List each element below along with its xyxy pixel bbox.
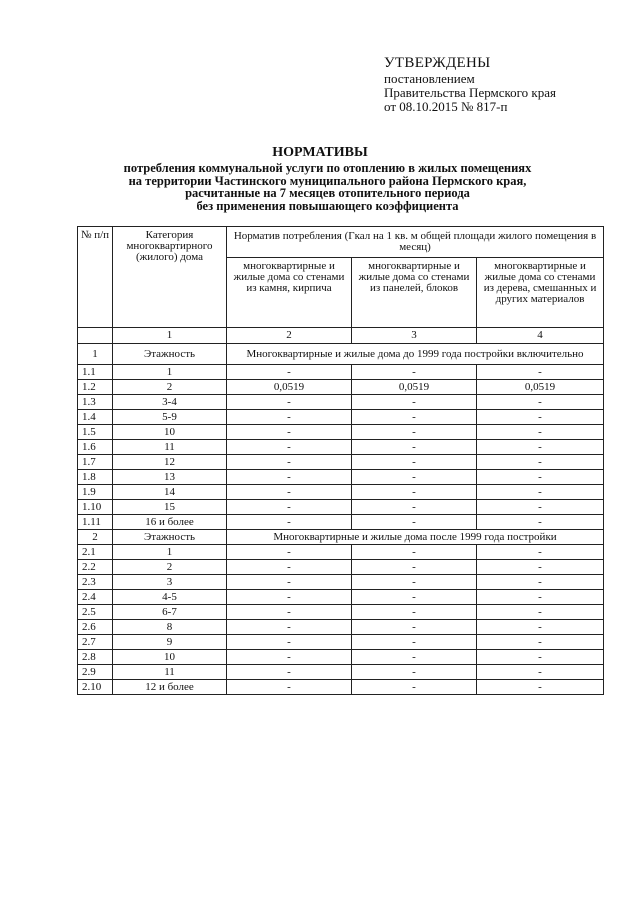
row-category: 2 [113,380,227,395]
row-category: 1 [113,545,227,560]
value-stone-brick: 0,0519 [227,380,352,395]
table-row [78,395,604,410]
section-title: Многоквартирные и жилые дома до 1999 года постройки включительно [227,344,604,365]
value-panel-block: - [352,620,477,635]
row-num: 1.8 [78,470,113,485]
value-wood-mixed: - [477,470,604,485]
value-panel-block: - [352,470,477,485]
row-num: 2.6 [78,620,113,635]
index-cell: 2 [227,328,352,344]
value-stone-brick: - [227,575,352,590]
value-stone-brick: - [227,680,352,695]
table-row [78,635,604,650]
header-stone-brick: многоквартирные и жилые дома со стенами из камня, кирпича [227,258,352,328]
row-category: 2 [113,560,227,575]
table-row [78,380,604,395]
value-wood-mixed: - [477,560,604,575]
row-num: 1.9 [78,485,113,500]
row-num: 1.2 [78,380,113,395]
row-category: 12 [113,455,227,470]
section-num: 2 [78,530,113,545]
table-row [78,485,604,500]
section-category: Этажность [113,344,227,365]
value-stone-brick: - [227,440,352,455]
row-category: 6-7 [113,605,227,620]
row-num: 1.10 [78,500,113,515]
approval-line: Правительства Пермского края [384,85,556,100]
row-category: 9 [113,635,227,650]
value-panel-block: - [352,500,477,515]
table-row [78,620,604,635]
value-wood-mixed: - [477,500,604,515]
row-category: 10 [113,425,227,440]
value-wood-mixed: - [477,545,604,560]
value-stone-brick: - [227,545,352,560]
table-row [78,650,604,665]
row-category: 5-9 [113,410,227,425]
value-panel-block: - [352,545,477,560]
value-panel-block: - [352,665,477,680]
value-stone-brick: - [227,395,352,410]
section-num: 1 [78,344,113,365]
value-panel-block: - [352,575,477,590]
header-category: Категория многоквартирного (жилого) дома [113,227,227,328]
table-row [78,425,604,440]
subtitle-line: без применения повышающего коэффициента [196,198,459,213]
header-norm: Норматив потребления (Гкал на 1 кв. м общей площади жилого помещения в месяц) [227,227,604,258]
value-panel-block: - [352,560,477,575]
section-header-row [78,344,604,365]
row-category: 13 [113,470,227,485]
value-stone-brick: - [227,425,352,440]
value-stone-brick: - [227,665,352,680]
value-wood-mixed: - [477,620,604,635]
header-num: № п/п [78,227,113,328]
value-panel-block: - [352,650,477,665]
value-stone-brick: - [227,620,352,635]
table-row [78,365,604,380]
value-panel-block: - [352,635,477,650]
subtitle-line: потребления коммунальной услуги по отоплению в жилых помещениях [123,161,532,175]
row-num: 1.3 [78,395,113,410]
value-stone-brick: - [227,470,352,485]
row-num: 1.1 [78,365,113,380]
value-wood-mixed: - [477,455,604,470]
index-cell: 4 [477,328,604,344]
table-row [78,665,604,680]
row-category: 11 [113,665,227,680]
table-row [78,470,604,485]
value-wood-mixed: - [477,440,604,455]
table-row [78,455,604,470]
section-category: Этажность [113,530,227,545]
row-category: 11 [113,440,227,455]
row-num: 2.1 [78,545,113,560]
value-panel-block: - [352,605,477,620]
row-num: 2.9 [78,665,113,680]
value-panel-block: - [352,410,477,425]
subtitle-line: на территории Частинского муниципального района Пермского края, [128,173,527,188]
value-stone-brick: - [227,515,352,530]
row-category: 14 [113,485,227,500]
value-panel-block: - [352,590,477,605]
subtitle-line: расчитанные на 7 месяцев отопительного периода [185,186,470,200]
table-row [78,545,604,560]
row-category: 10 [113,650,227,665]
value-panel-block: - [352,425,477,440]
row-num: 1.6 [78,440,113,455]
value-panel-block: - [352,485,477,500]
row-category: 4-5 [113,590,227,605]
row-category: 3-4 [113,395,227,410]
section-title: Многоквартирные и жилые дома после 1999 года постройки [227,530,604,545]
section-header-row [78,530,604,545]
document-title: НОРМАТИВЫ [272,145,368,160]
value-stone-brick: - [227,635,352,650]
table-row [78,515,604,530]
value-wood-mixed: - [477,515,604,530]
value-wood-mixed: - [477,650,604,665]
index-cell [78,328,113,344]
table-row [78,575,604,590]
table-row [78,440,604,455]
row-category: 15 [113,500,227,515]
row-category: 8 [113,620,227,635]
header-wood-mixed: многоквартирные и жилые дома со стенами из дерева, смешанных и других материалов [477,258,604,328]
value-panel-block: 0,0519 [352,380,477,395]
table-row [78,605,604,620]
approval-title: УТВЕРЖДЕНЫ [384,55,491,71]
row-num: 2.5 [78,605,113,620]
value-stone-brick: - [227,590,352,605]
row-num: 2.4 [78,590,113,605]
document-subtitle [60,162,595,212]
value-stone-brick: - [227,560,352,575]
value-wood-mixed: - [477,485,604,500]
value-panel-block: - [352,680,477,695]
column-index-row [78,328,604,344]
norms-table [77,226,604,695]
value-wood-mixed: - [477,395,604,410]
table-row [78,680,604,695]
table-row [78,410,604,425]
value-wood-mixed: - [477,635,604,650]
row-num: 1.7 [78,455,113,470]
value-stone-brick: - [227,365,352,380]
value-panel-block: - [352,395,477,410]
row-num: 2.2 [78,560,113,575]
table-row [78,560,604,575]
value-panel-block: - [352,365,477,380]
index-cell: 1 [113,328,227,344]
value-wood-mixed: - [477,365,604,380]
row-num: 2.3 [78,575,113,590]
value-stone-brick: - [227,605,352,620]
header-panel-block: многоквартирные и жилые дома со стенами из панелей, блоков [352,258,477,328]
index-cell: 3 [352,328,477,344]
approval-line: постановлением [384,71,475,86]
approval-stamp [384,55,624,114]
value-stone-brick: - [227,455,352,470]
value-wood-mixed: - [477,605,604,620]
row-num: 2.7 [78,635,113,650]
value-panel-block: - [352,455,477,470]
row-category: 1 [113,365,227,380]
value-stone-brick: - [227,500,352,515]
row-category: 12 и более [113,680,227,695]
table-row [78,590,604,605]
value-wood-mixed: - [477,665,604,680]
table-row [78,500,604,515]
row-num: 1.5 [78,425,113,440]
row-num: 1.4 [78,410,113,425]
value-wood-mixed: - [477,590,604,605]
value-wood-mixed: - [477,425,604,440]
value-stone-brick: - [227,650,352,665]
row-num: 1.11 [78,515,113,530]
value-panel-block: - [352,515,477,530]
value-wood-mixed: - [477,680,604,695]
value-wood-mixed: - [477,575,604,590]
row-category: 16 и более [113,515,227,530]
value-stone-brick: - [227,410,352,425]
approval-line: от 08.10.2015 № 817-п [384,99,508,114]
row-category: 3 [113,575,227,590]
value-panel-block: - [352,440,477,455]
row-num: 2.8 [78,650,113,665]
value-wood-mixed: 0,0519 [477,380,604,395]
value-wood-mixed: - [477,410,604,425]
value-stone-brick: - [227,485,352,500]
row-num: 2.10 [78,680,113,695]
